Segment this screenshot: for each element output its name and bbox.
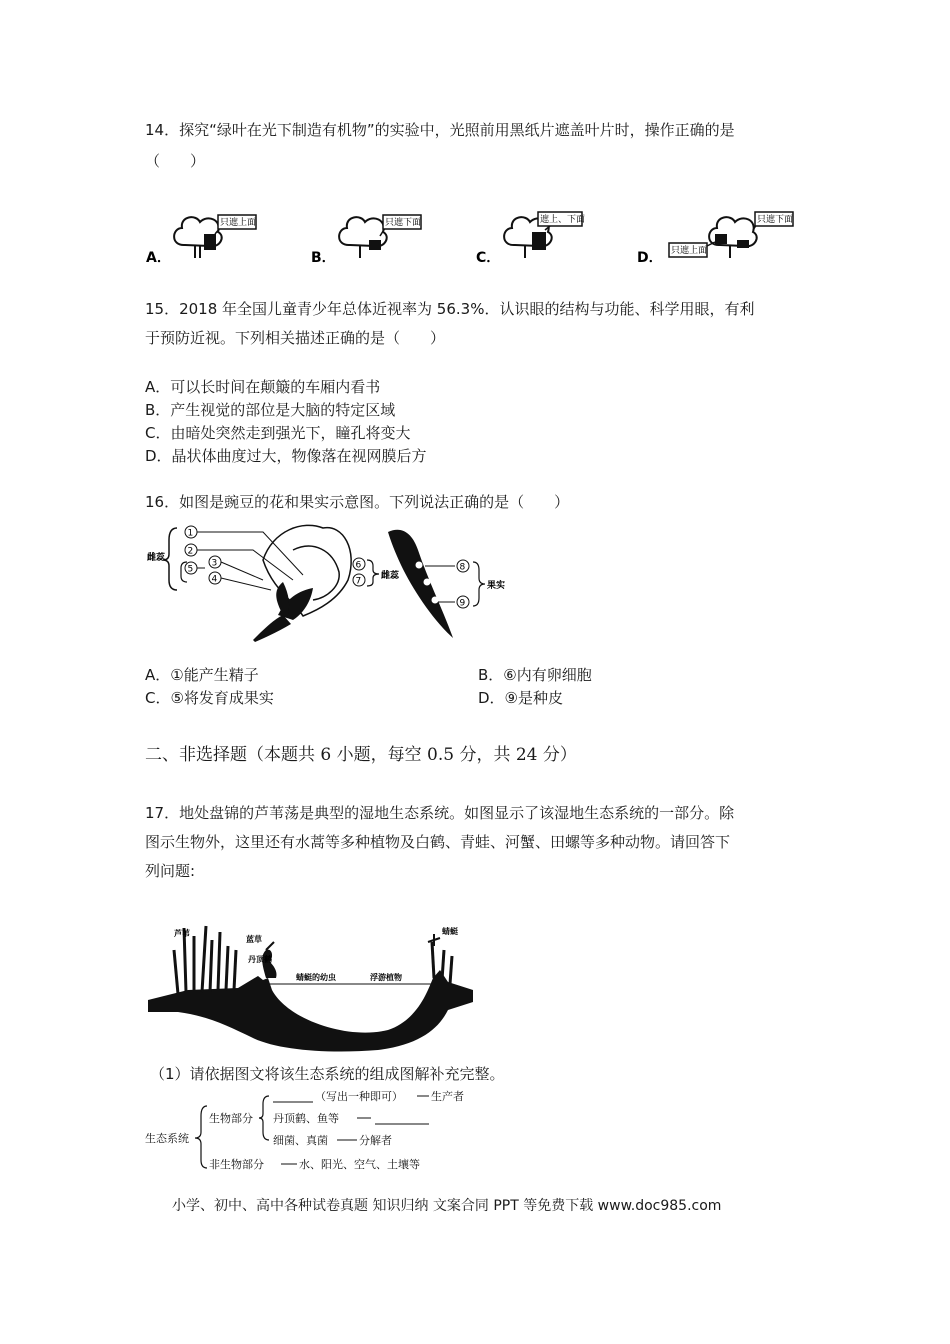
q14-option-d[interactable] — [637, 212, 793, 266]
diagram-row2: 丹顶鹤、鱼等 — [273, 1112, 339, 1125]
q14-option-a-letter: A． — [146, 250, 171, 266]
q14-option-c-letter: C． — [476, 250, 501, 266]
q17-stem-line3: 列问题: — [145, 862, 196, 880]
q16-option-c[interactable]: C．⑤将发育成果实 — [145, 689, 274, 707]
diagram-decomposer: 分解者 — [359, 1134, 392, 1147]
scene-label-larva: 蜻蜓的幼虫 — [296, 973, 336, 982]
q15-option-d[interactable]: D．晶状体曲度过大，物像落在视网膜后方 — [145, 447, 427, 465]
q17-stem-line2: 图示生物外，这里还有水蒿等多种植物及白鹤、青蛙、河蟹、田螺等多种动物。请回答下 — [145, 833, 731, 851]
scene-label-crane: 丹顶鹤 — [248, 955, 272, 964]
wetland-scene-figure — [148, 920, 478, 1055]
page-footer: 小学、初中、高中各种试卷真题 知识归纳 文案合同 PPT 等免费下载 www.doc985.com — [172, 1198, 722, 1214]
svg-text:只遮上面: 只遮上面 — [220, 218, 257, 228]
svg-text:1: 1 — [187, 528, 194, 539]
q14-option-d-letter: D． — [637, 250, 663, 266]
svg-text:3: 3 — [211, 558, 218, 569]
svg-text:只遮下面: 只遮下面 — [385, 218, 422, 228]
pistil-label-left: 雌蕊 — [147, 553, 166, 563]
scene-label-plant: 浮游植物 — [370, 973, 402, 982]
diagram-root: 生态系统 — [145, 1132, 189, 1145]
scene-label-flea: 剑水蚤 — [358, 1013, 382, 1022]
svg-text:2: 2 — [187, 546, 194, 557]
ecosystem-composition-diagram — [145, 1086, 475, 1178]
q16-stem: 16．如图是豌豆的花和果实示意图。下列说法正确的是（ ） — [145, 493, 570, 511]
q16-option-d[interactable]: D．⑨是种皮 — [478, 689, 563, 707]
q14-option-c[interactable] — [476, 212, 585, 266]
q15-option-a[interactable]: A．可以长时间在颠簸的车厢内看书 — [145, 378, 381, 396]
svg-text:遮上、下面: 遮上、下面 — [540, 215, 586, 225]
diagram-abio-items: 水、阳光、空气、土壤等 — [299, 1158, 420, 1171]
q16-option-a[interactable]: A．①能产生精子 — [145, 666, 259, 684]
q14-options-figure — [140, 200, 840, 270]
svg-text:只遮下面: 只遮下面 — [757, 215, 794, 225]
diagram-abio: 非生物部分 — [209, 1158, 264, 1171]
svg-text:5: 5 — [187, 564, 194, 575]
q15-stem-line1: 15．2018 年全国儿童青少年总体近视率为 56.3%．认识眼的结构与功能、科学用眼，有利 — [145, 300, 755, 318]
scene-label-dragonfly: 蜻蜓 — [442, 927, 458, 936]
svg-text:6: 6 — [355, 560, 362, 571]
q14-stem-line1: 14．探究“绿叶在光下制造有机物”的实验中，光照前用黑纸片遮盖叶片时，操作正确的是 — [145, 121, 735, 139]
q14-option-b-letter: B． — [311, 250, 336, 266]
diagram-producer: 生产者 — [431, 1090, 464, 1103]
svg-text:8: 8 — [459, 562, 466, 573]
q14-option-a[interactable] — [146, 215, 256, 266]
q17-stem-line1: 17．地处盘锦的芦苇荡是典型的湿地生态系统。如图显示了该湿地生态系统的一部分。除 — [145, 804, 735, 822]
q15-stem-line2: 于预防近视。下列相关描述正确的是（ ） — [145, 329, 446, 347]
svg-text:9: 9 — [459, 598, 466, 609]
section-two-heading: 二、非选择题（本题共 6 小题，每空 0.5 分，共 24 分） — [145, 745, 577, 765]
svg-text:只遮上面: 只遮上面 — [671, 246, 708, 256]
pistil-label-right: 雌蕊 — [381, 571, 400, 581]
diagram-row1-hint: （写出一种即可） — [315, 1090, 403, 1103]
scene-label-grass: 蓝草 — [246, 935, 262, 944]
q17-sub1: （1）请依据图文将该生态系统的组成图解补充完整。 — [150, 1065, 505, 1083]
svg-text:4: 4 — [211, 574, 218, 585]
svg-text:7: 7 — [355, 576, 362, 587]
fruit-label: 果实 — [487, 581, 506, 591]
q15-option-b[interactable]: B．产生视觉的部位是大脑的特定区域 — [145, 401, 396, 419]
q14-option-b[interactable] — [311, 215, 421, 266]
diagram-bio: 生物部分 — [209, 1112, 253, 1125]
diagram-row3: 细菌、真菌 — [273, 1134, 328, 1147]
scene-label-reed: 芦苇 — [174, 929, 190, 938]
scene-label-fish: 鱼 — [316, 1013, 324, 1022]
q14-stem-line2: （ ） — [145, 152, 206, 170]
q16-option-b[interactable]: B．⑥内有卵细胞 — [478, 666, 592, 684]
pea-flower-fruit-figure — [143, 520, 523, 645]
q15-option-c[interactable]: C．由暗处突然走到强光下，瞳孔将变大 — [145, 424, 411, 442]
